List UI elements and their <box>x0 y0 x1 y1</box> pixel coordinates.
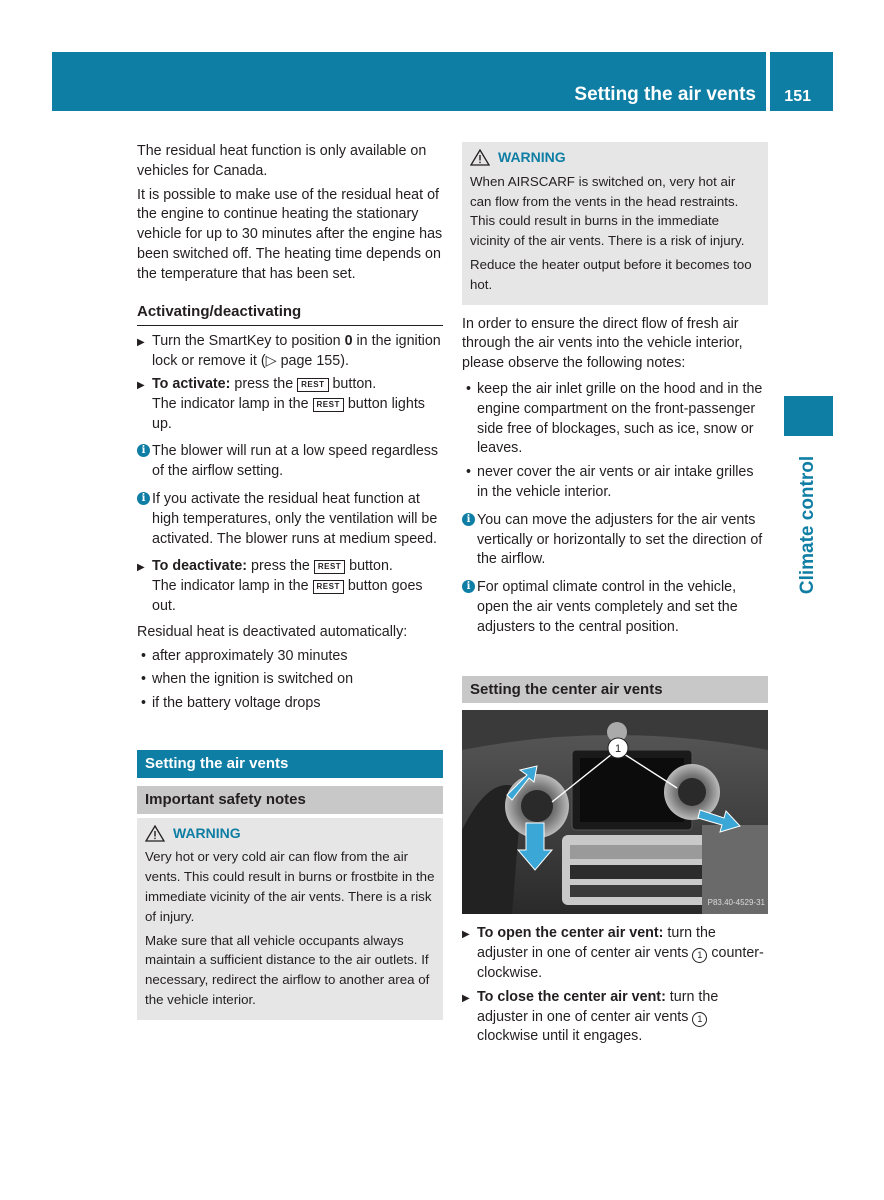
section-heading: Setting the air vents <box>137 750 443 778</box>
warning-title: WARNING <box>145 824 435 844</box>
step-arrow-icon: ▶ <box>137 562 145 574</box>
warning-text: Make sure that all vehicle occupants always maintain a sufficient distance to the air outlets. If necessary, redirect the airflow to another area of the vehicle interior. <box>145 932 430 1007</box>
warning-box <box>462 142 768 305</box>
warning-text: When AIRSCARF is switched on, very hot air can flow from the vents in the head restraints. This could result in burns in the immediate vicinity of the air vents. There is a risk of injury. <box>470 173 745 249</box>
warning-title: WARNING <box>470 148 760 168</box>
list-item: • if the battery voltage drops <box>141 695 321 712</box>
right-column <box>462 142 768 1050</box>
photo-reference: P83.40-4529-31 <box>707 897 765 907</box>
list-item: • never cover the air vents or air intake grilles in the vehicle interior. <box>466 464 754 500</box>
info-note: i For optimal climate control in the vehicle, open the air vents completely and set the adjusters to the central position. <box>462 578 768 637</box>
info-icon: i <box>462 513 475 526</box>
paragraph: The residual heat function is only available on vehicles for Canada. <box>137 143 427 179</box>
list-item: • when the ignition is switched on <box>141 671 354 688</box>
warning-triangle-icon <box>145 825 165 842</box>
subsection-heading: Important safety notes <box>137 786 443 814</box>
paragraph: It is possible to make use of the residual heat of the engine to continue heating the stationary vehicle for up to 30 minutes after the engine has been switched off. The heating time depends on the temperature that has been set. <box>137 186 443 282</box>
paragraph: In order to ensure the direct flow of fresh air through the air vents into the vehicle interior, please observe the following notes: <box>462 315 743 372</box>
list-item: • after approximately 30 minutes <box>141 647 348 664</box>
page-header <box>52 52 766 111</box>
rest-button-icon: REST <box>314 560 345 574</box>
step-arrow-icon: ▶ <box>137 337 145 349</box>
callout-marker: 1 <box>692 1012 707 1027</box>
info-icon: i <box>137 444 150 457</box>
rest-button-icon: REST <box>313 580 344 594</box>
rest-button-icon: REST <box>297 378 328 392</box>
info-note: i If you activate the residual heat function at high temperatures, only the ventilation will be activated. The blower runs at medium speed. <box>137 490 443 549</box>
side-tab-marker <box>784 396 833 436</box>
callout-number: 1 <box>614 743 622 756</box>
page-number: 151 <box>784 88 811 105</box>
warning-text: Very hot or very cold air can flow from the air vents. This could result in burns or frostbite in the immediate vicinity of the air vents. There is a risk of injury. <box>145 849 435 924</box>
side-tab <box>793 440 823 610</box>
subsection-heading: Setting the center air vents <box>462 676 768 704</box>
warning-triangle-icon <box>470 149 490 166</box>
callout-marker: 1 <box>692 948 707 963</box>
center-air-vents-photo <box>462 710 768 914</box>
instruction-step: ▶ To open the center air vent: turn the adjuster in one of center air vents 1 counter-clockwise. <box>462 925 764 981</box>
step-arrow-icon: ▶ <box>462 929 470 941</box>
paragraph: Residual heat is deactivated automatically: <box>137 623 408 640</box>
instruction-step: ▶ To close the center air vent: turn the adjuster in one of center air vents 1 clockwise until it engages. <box>462 988 719 1045</box>
warning-box <box>137 818 443 1020</box>
info-icon: i <box>137 492 150 505</box>
info-note: i You can move the adjusters for the air vents vertically or horizontally to set the direction of the airflow. <box>462 511 768 570</box>
step-arrow-icon: ▶ <box>137 379 145 391</box>
list-item: • keep the air inlet grille on the hood and in the engine compartment on the front-passenger side free of blockages, such as ice, snow or leaves. <box>466 380 763 457</box>
subheading: Activating/deactivating <box>137 302 443 327</box>
header-title: Setting the air vents <box>574 84 756 105</box>
instruction-step: ▶ To deactivate: press the REST button. The indicator lamp in the REST button goes out. <box>137 558 423 614</box>
info-note: i The blower will run at a low speed regardless of the airflow setting. <box>137 442 443 482</box>
side-tab-label: Climate control <box>797 455 818 595</box>
info-icon: i <box>462 580 475 593</box>
page-number-box <box>770 52 833 111</box>
step-arrow-icon: ▶ <box>462 992 470 1004</box>
rest-button-icon: REST <box>313 398 344 412</box>
warning-text: Reduce the heater output before it becomes too hot. <box>470 256 752 292</box>
left-column <box>137 142 443 1020</box>
instruction-step: ▶ To activate: press the REST button. The indicator lamp in the REST button lights up. <box>137 375 425 432</box>
instruction-step: ▶ Turn the SmartKey to position 0 in the ignition lock or remove it (▷ page 155). <box>137 333 441 370</box>
